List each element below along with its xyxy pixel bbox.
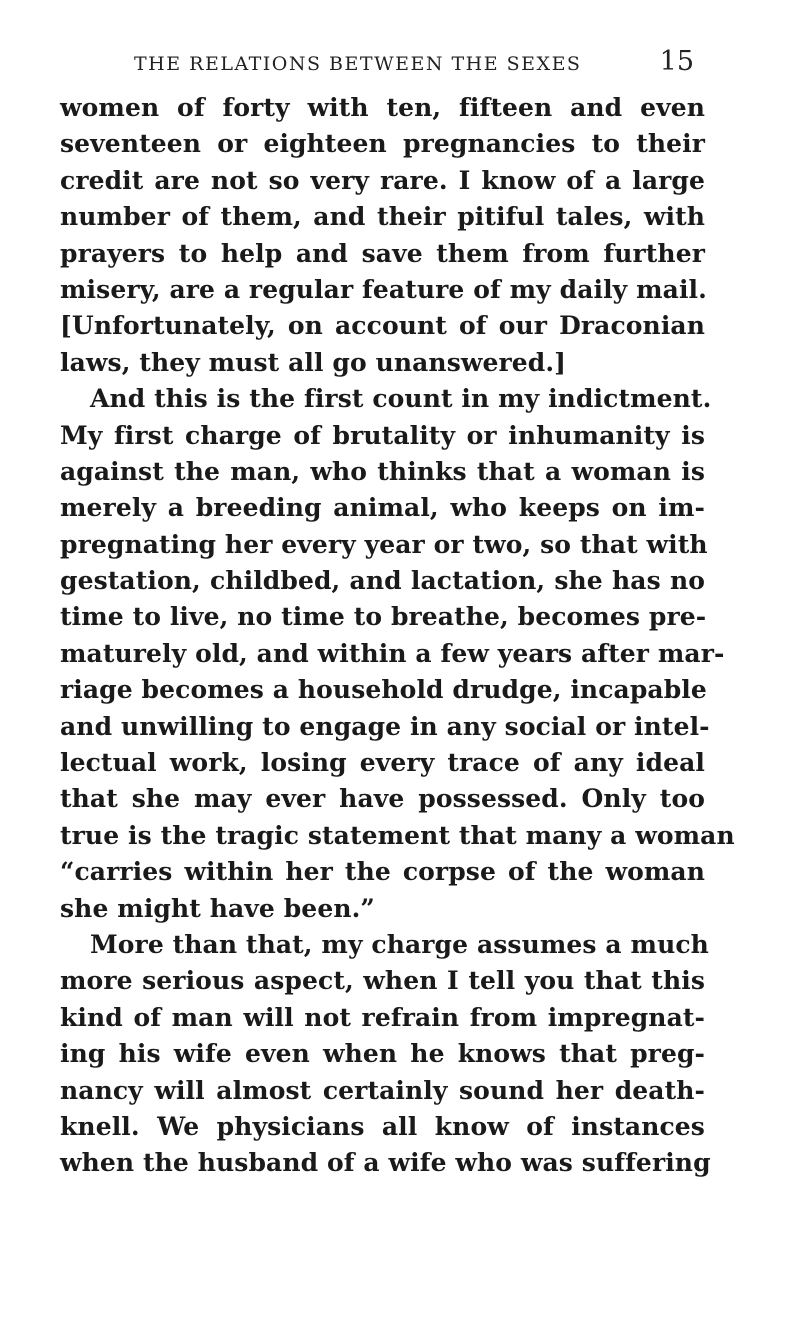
text-line: knell. We physicians all know of instances <box>60 1111 705 1141</box>
text-line: My first charge of brutality or inhumanity is <box>60 420 705 450</box>
running-title: THE RELATIONS BETWEEN THE SEXES <box>134 53 582 75</box>
text-line: time to live, no time to breathe, becomes pre- <box>60 602 707 632</box>
text-line: lectual work, losing every trace of any ideal <box>60 748 705 778</box>
text-line: true is the tragic statement that many a woman <box>60 820 735 850</box>
text-line: More than that, my charge assumes a much <box>90 929 709 959</box>
text-line: And this is the first count in my indictment. <box>90 384 712 414</box>
text-line: number of them, and their pitiful tales, with <box>60 202 705 232</box>
text-line: “carries within her the corpse of the woman <box>60 857 705 887</box>
text-line: when the husband of a wife who was suffering <box>60 1148 711 1178</box>
text-line: women of forty with ten, fifteen and even <box>60 93 705 122</box>
text-line: riage becomes a household drudge, incapable <box>60 675 707 705</box>
text-line: pregnating her every year or two, so that with <box>60 529 708 559</box>
running-head <box>134 46 694 86</box>
text-line: misery, are a regular feature of my daily mail. <box>60 274 707 304</box>
text-line: credit are not so very rare. I know of a large <box>60 165 705 195</box>
text-line: she might have been.” <box>60 893 375 923</box>
text-line: prayers to help and save them from further <box>60 238 705 268</box>
text-line: against the man, who thinks that a woman is <box>60 456 705 486</box>
text-line: merely a breeding animal, who keeps on im- <box>60 493 705 523</box>
text-line: [Unfortunately, on account of our Draconian <box>60 311 705 341</box>
body-text <box>60 90 735 1182</box>
text-line: maturely old, and within a few years after mar- <box>60 638 725 668</box>
text-line: kind of man will not refrain from impregnat- <box>60 1002 705 1032</box>
text-line: that she may ever have possessed. Only too <box>60 784 705 814</box>
text-line: seventeen or eighteen pregnancies to their <box>60 129 705 159</box>
text-line: ing his wife even when he knows that preg- <box>60 1039 705 1069</box>
text-line: gestation, childbed, and lactation, she has no <box>60 566 705 596</box>
text-line: more serious aspect, when I tell you that this <box>60 966 705 996</box>
page-number: 15 <box>659 46 694 77</box>
text-line: nancy will almost certainly sound her death- <box>60 1075 705 1105</box>
text-line: laws, they must all go unanswered.] <box>60 347 567 377</box>
text-line: and unwilling to engage in any social or intel- <box>60 711 710 741</box>
